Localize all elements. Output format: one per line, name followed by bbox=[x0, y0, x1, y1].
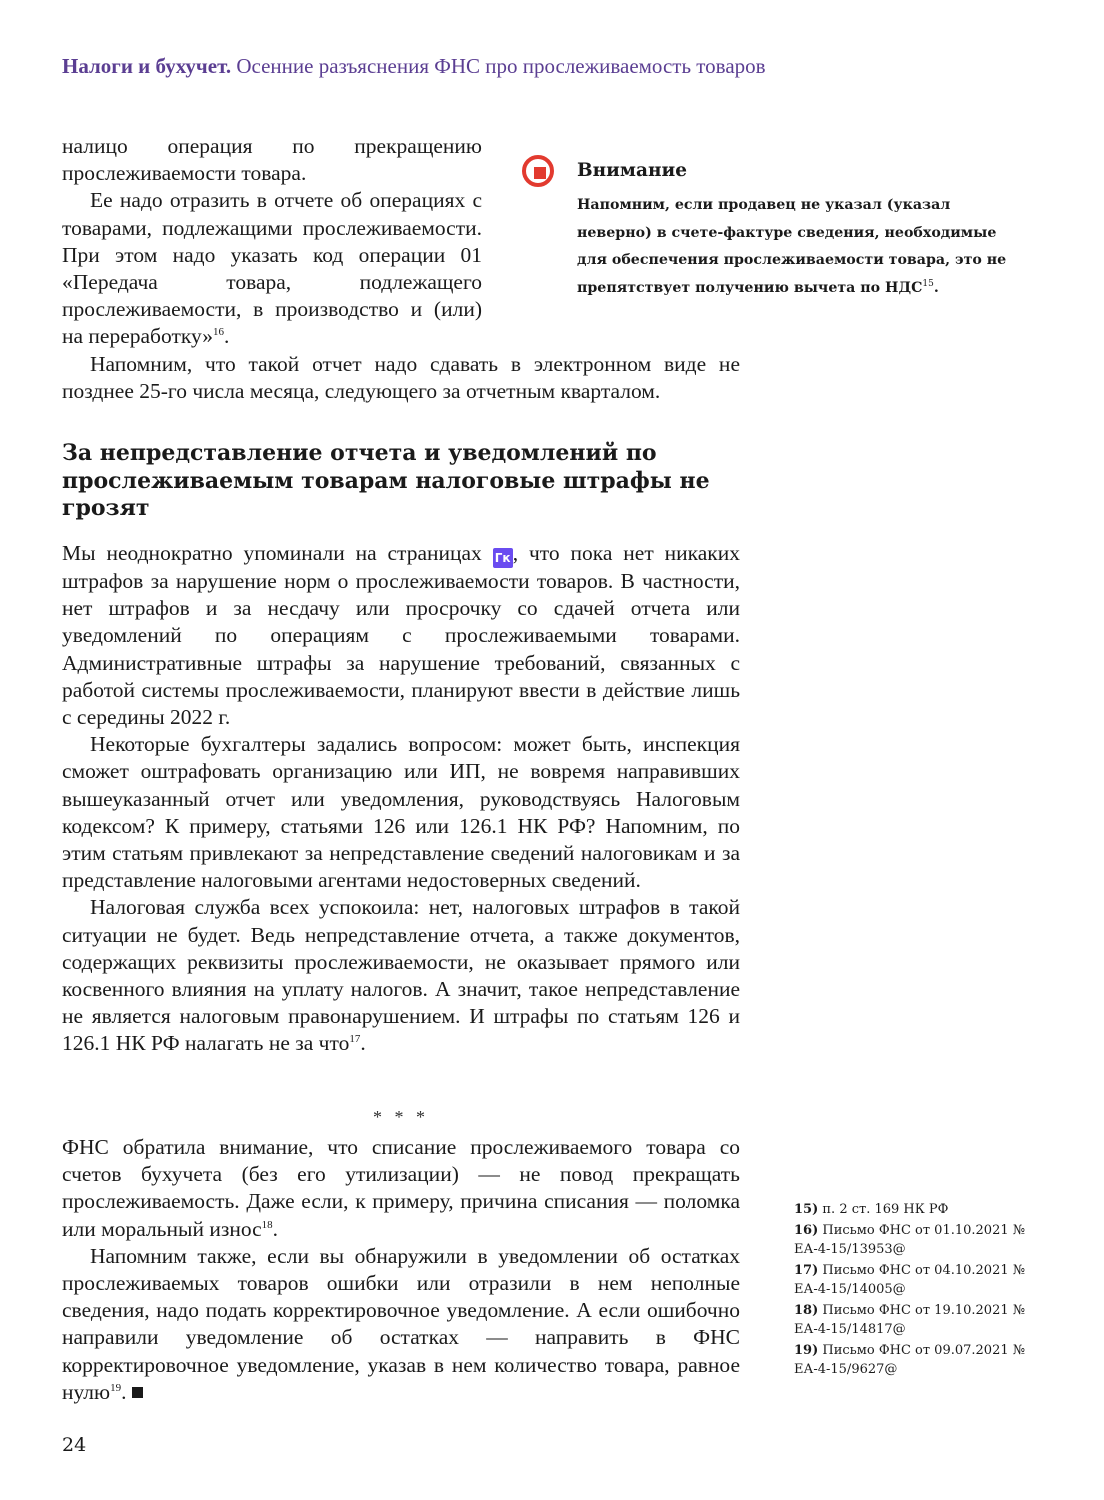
gk-logo-icon: Гк bbox=[493, 548, 513, 568]
callout-body-text: Напомним, если продавец не указал (указал неверно) в счете-фактуре сведения, необходимые для обеспечения прослеживаемости товара, это не препятствует получению вычета по НДС bbox=[577, 197, 1007, 296]
section-paragraph-3 bbox=[62, 894, 740, 1057]
intro-paragraph-2 bbox=[62, 187, 482, 350]
section-paragraph-2: Некоторые бухгалтеры задались вопросом: может быть, инспекция сможет оштрафовать организацию или ИП, не вовремя направивших вышеуказанный отчет или уведомления, руководствуясь Налоговым кодексом? К примеру, статьями 126 или 126.1 НК РФ? Напомним, по этим статьям привлекают за непредставление сведений налоговикам и за представление налоговыми агентами недостоверных сведений. bbox=[62, 732, 740, 893]
footnote-ref-16[interactable]: 16 bbox=[213, 326, 225, 339]
callout-title: Внимание bbox=[577, 160, 687, 181]
footnote-number: 19) bbox=[794, 1342, 819, 1358]
stop-icon-square bbox=[534, 167, 546, 179]
footnote-17 bbox=[794, 1261, 1034, 1300]
section-paragraph-1-text: , что пока нет никаких штрафов за нарушение норм о прослеживаемости товаров. В частности, нет штрафов и за несдачу или просрочку со сдачей отчета или уведомлений по операциям с прослеживаемыми товарами. Административные штрафы за нарушение требований, связанных с работой системы прослеживаемости, планируют ввести в действие лишь с середины 2022 г. bbox=[62, 541, 740, 730]
punctuation: . bbox=[224, 324, 230, 349]
footnote-text: Письмо ФНС от 04.10.2021 № ЕА-4-15/14005@ bbox=[794, 1262, 1026, 1297]
footnote-ref-17[interactable]: 17 bbox=[349, 1033, 361, 1046]
section-heading: За непредставление отчета и уведомлений по прослеживаемым товарам налоговые штрафы не грозят bbox=[62, 440, 710, 521]
footnote-18 bbox=[794, 1301, 1034, 1340]
end-of-article-icon bbox=[132, 1387, 143, 1398]
footnote-text: Письмо ФНС от 01.10.2021 № ЕА-4-15/13953@ bbox=[794, 1222, 1026, 1257]
footnotes bbox=[794, 1200, 1034, 1380]
closing-paragraph-1 bbox=[62, 1134, 740, 1243]
intro-column bbox=[62, 133, 482, 351]
footnote-text: Письмо ФНС от 09.07.2021 № ЕА-4-15/9627@ bbox=[794, 1342, 1026, 1377]
footnote-number: 15) bbox=[794, 1202, 819, 1217]
closing-body bbox=[62, 1134, 740, 1406]
page-number: 24 bbox=[62, 1434, 87, 1456]
footnote-text: Письмо ФНС от 19.10.2021 № ЕА-4-15/14817@ bbox=[794, 1302, 1026, 1337]
footnote-text: п. 2 ст. 169 НК РФ bbox=[822, 1202, 949, 1217]
intro-paragraph-3: Напомним, что такой отчет надо сдавать в электронном виде не позднее 25-го числа месяца, следующего за отчетным кварталом. bbox=[62, 352, 740, 404]
callout-body bbox=[577, 192, 1007, 302]
footnote-ref-18[interactable]: 18 bbox=[261, 1218, 273, 1231]
footnote-ref-15[interactable]: 15 bbox=[922, 278, 934, 289]
punctuation: . bbox=[360, 1031, 366, 1056]
section-paragraph-1 bbox=[62, 540, 740, 731]
footnote-number: 16) bbox=[794, 1222, 819, 1238]
punctuation: . bbox=[272, 1216, 279, 1241]
stop-icon bbox=[522, 155, 554, 187]
section-separator: * * * bbox=[373, 1107, 429, 1127]
intro-paragraph-3-block bbox=[62, 351, 740, 405]
section-paragraph-1-lead: Мы неоднократно упоминали на страницах bbox=[62, 541, 493, 565]
closing-paragraph-2-text: Напомним также, если вы обнаружили в уведомлении об остатках прослеживаемых товаров ошибки или отразили в нем неполные сведения, надо подать корректировочное уведомление. А если ошибочно направили уведомление об остатках — направить в ФНС корректировочное уведомление, указав в нем количество товара, равное нулю bbox=[62, 1243, 740, 1404]
punctuation: . bbox=[933, 279, 939, 296]
footnote-number: 18) bbox=[794, 1302, 819, 1318]
punctuation: . bbox=[121, 1379, 127, 1404]
footnote-15 bbox=[794, 1200, 1034, 1220]
closing-paragraph-2 bbox=[62, 1243, 740, 1406]
running-head-section: Налоги и бухучет. bbox=[62, 54, 232, 78]
footnote-19 bbox=[794, 1341, 1034, 1380]
footnote-16 bbox=[794, 1221, 1034, 1260]
intro-paragraph-2-text: Ее надо отразить в отчете об операциях с товарами, подлежащими прослеживаемости. При этом надо указать код операции 01 «Передача товара, подлежащего прослеживаемости, в производство и (или) на переработку» bbox=[62, 188, 482, 349]
running-head bbox=[62, 54, 766, 79]
footnote-ref-19[interactable]: 19 bbox=[110, 1381, 122, 1394]
running-head-title: Осенние разъяснения ФНС про прослеживаемость товаров bbox=[236, 54, 766, 78]
section-body bbox=[62, 540, 740, 1058]
closing-paragraph-1-text: ФНС обратила внимание, что списание прослеживаемого товара со счетов бухучета (без его утилизации) — не повод прекращать прослеживаемость. Даже если, к примеру, причина списания — поломка или моральный износ bbox=[62, 1135, 740, 1241]
section-paragraph-3-text: Налоговая служба всех успокоила: нет, налоговых штрафов в такой ситуации не будет. Ведь непредставление отчета, а также документов, содержащих реквизиты прослеживаемости, не оказывает прямого или косвенного влияния на уплату налогов. А значит, такое непредставление не является налоговым правонарушением. И штрафы по статьям 126 и 126.1 НК РФ налагать не за что bbox=[62, 895, 740, 1056]
footnote-number: 17) bbox=[794, 1262, 819, 1278]
intro-paragraph-1: налицо операция по прекращению прослеживаемости товара. bbox=[62, 134, 482, 186]
